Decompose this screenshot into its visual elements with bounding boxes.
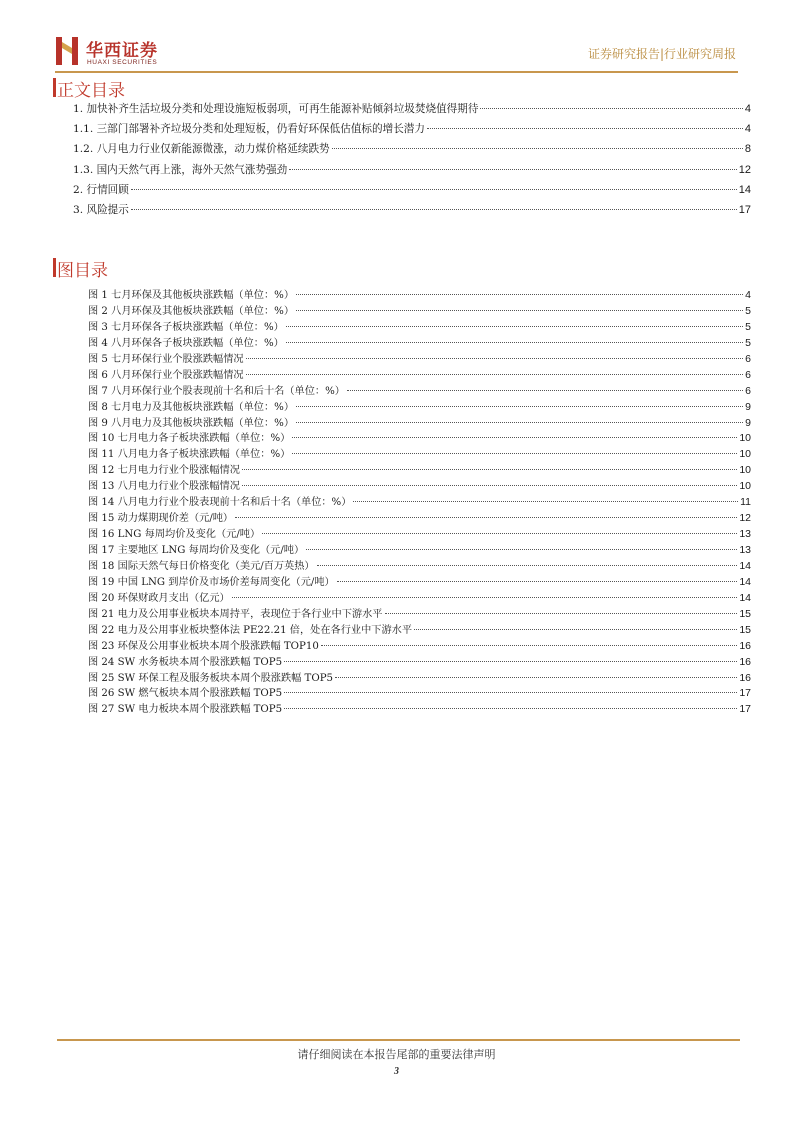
toc-item[interactable] [73, 121, 751, 141]
toc-item-label: 1.3. 国内天然气再上涨，海外天然气涨势强劲 [73, 163, 288, 176]
figure-item-page: 17 [739, 687, 751, 700]
toc-item[interactable] [73, 141, 751, 161]
figure-item[interactable] [88, 493, 751, 509]
page-header [55, 28, 738, 74]
page-number: 3 [394, 1066, 399, 1077]
figure-section [57, 256, 108, 281]
dot-leader [296, 406, 743, 407]
figure-item[interactable] [88, 525, 751, 541]
figure-item-page: 6 [745, 368, 751, 381]
figure-item[interactable] [88, 350, 751, 366]
figure-list-title: 图目录 [57, 261, 108, 281]
dot-leader [306, 549, 737, 550]
dot-leader [321, 645, 737, 646]
figure-item-label: 图 2 八月环保及其他板块涨跌幅（单位：%） [88, 305, 295, 317]
figure-item[interactable] [88, 414, 751, 430]
dot-leader [292, 437, 737, 438]
dot-leader [335, 677, 737, 678]
figure-item[interactable] [88, 589, 751, 605]
figure-item-label: 图 11 八月电力各子板块涨跌幅（单位：%） [88, 449, 291, 461]
figure-item-label: 图 23 环保及公用事业板块本周个股涨跌幅 TOP10 [88, 640, 319, 652]
toc-item-page: 4 [744, 123, 751, 136]
figure-item-label: 图 5 七月环保行业个股涨跌幅情况 [88, 353, 244, 365]
figure-item-label: 图 27 SW 电力板块本周个股涨跌幅 TOP5 [88, 704, 283, 716]
toc-item[interactable] [73, 202, 751, 222]
toc-item-label: 2. 行情回顾 [73, 183, 129, 196]
dot-leader [284, 708, 737, 709]
figure-item-label: 图 10 七月电力各子板块涨跌幅（单位：%） [88, 433, 291, 445]
dot-leader [296, 310, 743, 311]
figure-item-label: 图 6 八月环保行业个股涨跌幅情况 [88, 369, 244, 381]
figure-item-page: 4 [745, 289, 751, 301]
figure-item-label: 图 15 动力煤期现价差（元/吨） [88, 513, 234, 525]
figure-item[interactable] [88, 684, 751, 700]
dot-leader [414, 629, 737, 630]
footer-divider [57, 1039, 740, 1041]
figure-item-page: 5 [745, 304, 751, 317]
figure-item-page: 12 [739, 512, 751, 525]
toc-section [57, 76, 125, 101]
huaxi-logo-icon [55, 36, 79, 66]
figure-item-page: 6 [745, 384, 751, 397]
dot-leader [242, 485, 737, 486]
figure-item-label: 图 1 七月环保及其他板块涨跌幅（单位：%） [88, 290, 295, 301]
toc-item-page: 8 [744, 143, 751, 156]
legal-disclaimer: 请仔细阅读在本报告尾部的重要法律声明 [297, 1048, 496, 1061]
dot-leader [385, 613, 738, 614]
dot-leader [286, 342, 743, 343]
dot-leader [131, 189, 737, 190]
toc-item-label: 1.1. 三部门部署补齐垃圾分类和处理短板，仍看好环保低估值标的增长潜力 [73, 123, 425, 136]
dot-leader [353, 501, 738, 502]
figure-item-page: 10 [739, 448, 751, 461]
toc-item-label: 3. 风险提示 [73, 203, 129, 216]
figure-item[interactable] [88, 461, 751, 477]
figure-item-page: 14 [739, 591, 751, 604]
figure-item[interactable] [88, 573, 751, 589]
figure-item-label: 图 14 八月电力行业个股表现前十名和后十名（单位：%） [88, 497, 352, 509]
figure-item[interactable] [88, 429, 751, 445]
figure-item-label: 图 17 主要地区 LNG 每周均价及变化（元/吨） [88, 545, 305, 556]
figure-item-page: 15 [739, 607, 751, 620]
dot-leader [296, 422, 743, 423]
figure-item-page: 13 [739, 528, 751, 541]
dot-leader [232, 597, 738, 598]
brand-name-en: HUAXI SECURITIES [87, 59, 158, 66]
dot-leader [332, 148, 743, 149]
figure-item-label: 图 21 电力及公用事业板块本周持平，表现位于各行业中下游水平 [88, 608, 383, 620]
figure-item-page: 9 [745, 416, 751, 429]
brand-name-cn: 华西证券 [86, 41, 158, 61]
figure-item-page: 16 [739, 655, 751, 668]
figure-item-label: 图 13 八月电力行业个股涨幅情况 [88, 481, 240, 493]
figure-item[interactable] [88, 509, 751, 525]
toc-item-page: 4 [744, 103, 751, 115]
toc-item[interactable] [73, 162, 751, 182]
figure-item-page: 16 [739, 671, 751, 684]
toc-item[interactable] [73, 101, 751, 121]
figure-item-page: 16 [739, 639, 751, 652]
report-type: 证券研究报告|行业研究周报 [587, 47, 736, 61]
figure-item-page: 11 [740, 496, 751, 509]
toc-item-label: 1. 加快补齐生活垃圾分类和处理设施短板弱项，可再生能源补贴倾斜垃圾焚烧值得期待 [73, 103, 479, 115]
dot-leader [284, 661, 737, 662]
header-divider [55, 71, 738, 73]
figure-item-page: 10 [739, 464, 751, 477]
figure-item[interactable] [88, 302, 751, 318]
figure-item-page: 14 [739, 575, 751, 588]
figure-item[interactable] [88, 669, 751, 685]
dot-leader [246, 374, 744, 375]
figure-item-label: 图 22 电力及公用事业板块整体法 PE22.21 倍，处在各行业中下游水平 [88, 624, 413, 636]
figure-item-page: 17 [739, 703, 751, 716]
dot-leader [246, 358, 744, 359]
dot-leader [284, 692, 737, 693]
figure-item-page: 10 [739, 480, 751, 493]
dot-leader [296, 294, 743, 295]
figure-item-label: 图 16 LNG 每周均价及变化（元/吨） [88, 529, 261, 541]
figure-item-page: 14 [739, 559, 751, 572]
dot-leader [235, 517, 737, 518]
figure-item[interactable] [88, 477, 751, 493]
figure-item[interactable] [88, 286, 751, 302]
figure-list [88, 286, 751, 716]
dot-leader [131, 209, 737, 210]
dot-leader [317, 565, 738, 566]
figure-item[interactable] [88, 318, 751, 334]
dot-leader [286, 326, 743, 327]
dot-leader [292, 453, 737, 454]
figure-item[interactable] [88, 445, 751, 461]
figure-item-label: 图 19 中国 LNG 到岸价及市场价差每周变化（元/吨） [88, 576, 335, 588]
figure-item[interactable] [88, 653, 751, 669]
toc-item-page: 14 [738, 183, 751, 196]
figure-item-label: 图 18 国际天然气每日价格变化（美元/百万英热） [88, 560, 315, 572]
dot-leader [427, 128, 743, 129]
section-marker [53, 258, 56, 277]
figure-item[interactable] [88, 700, 751, 716]
dot-leader [242, 469, 737, 470]
dot-leader [262, 533, 737, 534]
figure-item-label: 图 24 SW 水务板块本周个股涨跌幅 TOP5 [88, 656, 283, 668]
toc-item-page: 12 [738, 163, 751, 176]
dot-leader [337, 581, 738, 582]
figure-item-label: 图 8 七月电力及其他板块涨跌幅（单位：%） [88, 401, 295, 413]
toc-item-page: 17 [738, 203, 751, 216]
figure-item[interactable] [88, 637, 751, 653]
figure-item-label: 图 26 SW 燃气板块本周个股涨跌幅 TOP5 [88, 688, 283, 700]
dot-leader [480, 108, 742, 109]
figure-item-label: 图 20 环保财政月支出（亿元） [88, 592, 230, 604]
figure-item[interactable] [88, 382, 751, 398]
figure-item[interactable] [88, 621, 751, 637]
figure-item-label: 图 4 八月环保各子板块涨跌幅（单位：%） [88, 337, 284, 349]
dot-leader [289, 169, 736, 170]
figure-item-page: 5 [745, 336, 751, 349]
figure-item-label: 图 3 七月环保各子板块涨跌幅（单位：%） [88, 321, 284, 333]
figure-item-page: 10 [739, 432, 751, 445]
figure-item-page: 5 [745, 320, 751, 333]
figure-item[interactable] [88, 605, 751, 621]
figure-item[interactable] [88, 366, 751, 382]
section-marker [53, 78, 56, 97]
figure-item-label: 图 12 七月电力行业个股涨幅情况 [88, 465, 240, 477]
figure-item[interactable] [88, 398, 751, 414]
figure-item[interactable] [88, 557, 751, 573]
figure-item-label: 图 7 八月环保行业个股表现前十名和后十名（单位：%） [88, 385, 345, 397]
figure-item[interactable] [88, 334, 751, 350]
figure-item[interactable] [88, 541, 751, 557]
figure-item-page: 9 [745, 400, 751, 413]
figure-item-page: 6 [745, 352, 751, 365]
figure-item-label: 图 25 SW 环保工程及服务板块本周个股涨跌幅 TOP5 [88, 672, 334, 684]
figure-item-label: 图 9 八月电力及其他板块涨跌幅（单位：%） [88, 417, 295, 429]
toc-list [73, 101, 751, 222]
figure-item-page: 13 [739, 544, 751, 556]
figure-item-page: 15 [739, 623, 751, 636]
toc-item-label: 1.2. 八月电力行业仅新能源微涨，动力煤价格延续跌势 [73, 143, 330, 156]
toc-item[interactable] [73, 182, 751, 202]
dot-leader [347, 390, 743, 391]
toc-title: 正文目录 [57, 81, 125, 101]
